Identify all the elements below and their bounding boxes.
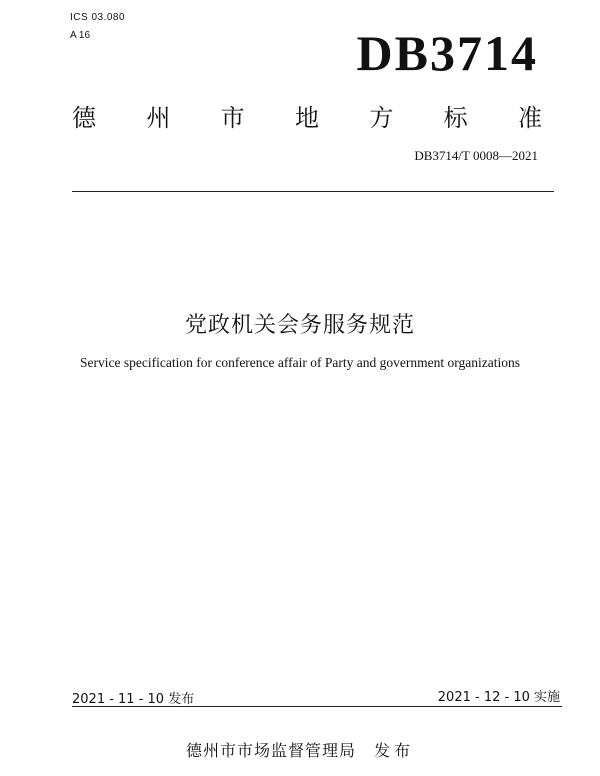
document-title-cn: 党政机关会务服务规范 [184, 313, 415, 338]
standard-type-heading [72, 98, 542, 133]
standard-code: DB3714 [356, 25, 538, 81]
issue-date: 2021 - 11 - 10 发布 [72, 692, 195, 707]
standard-type-char: 市 [220, 104, 245, 132]
ics-code: ICS 03.080 [70, 12, 126, 23]
classification-code: A 16 [70, 30, 91, 41]
standard-type-char: 州 [146, 104, 171, 132]
top-divider [72, 191, 554, 192]
publisher-line [0, 738, 600, 761]
standard-type-char: 方 [369, 104, 394, 132]
standard-type-char: 德 [72, 104, 96, 132]
standard-type-char: 准 [517, 104, 542, 132]
standard-type-char: 地 [294, 104, 319, 132]
standard-type-char: 标 [443, 104, 468, 132]
document-title-en: Service specification for conference affair of Party and government organizations [80, 355, 520, 370]
standard-number: DB3714/T 0008—2021 [414, 148, 538, 163]
publisher-name: 德州市市场监督管理局 [185, 741, 356, 760]
publisher-label: 发布 [374, 741, 415, 760]
implementation-date: 2021 - 12 - 10 实施 [437, 690, 560, 705]
bottom-divider [72, 706, 562, 707]
